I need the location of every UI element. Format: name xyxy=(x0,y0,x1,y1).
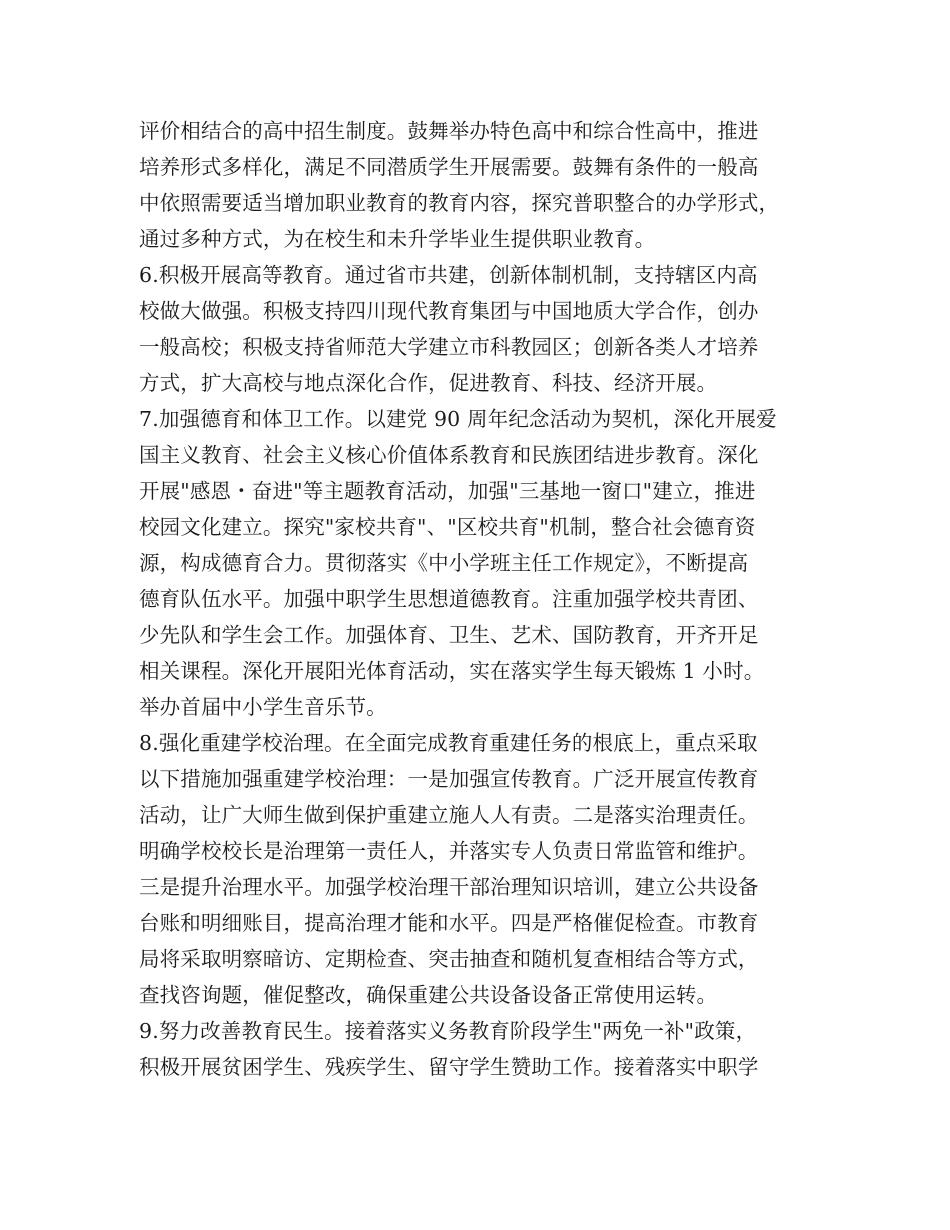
text-line: 源，构成德育合力。贯彻落实《中小学班主任工作规定》，不断提高 xyxy=(139,551,749,575)
text-line: 6.积极开展高等教育。通过省市共建，创新体制机制，支持辖区内高 xyxy=(139,263,758,287)
body-text xyxy=(139,113,829,1085)
text-line: 一般高校；积极支持省师范大学建立市科教园区；创新各类人才培养 xyxy=(139,335,759,359)
text-line: 国主义教育、社会主义核心价值体系教育和民族团结进步教育。深化 xyxy=(139,443,759,467)
text-line: 方式，扩大高校与地点深化合作，促进教育、科技、经济开展。 xyxy=(139,371,718,395)
text-line: 举办首届中小学生音乐节。 xyxy=(139,695,387,719)
text-line: 局将采取明察暗访、定期检查、突击抽查和随机复查相结合等方式， xyxy=(139,947,759,971)
text-line: 德育队伍水平。加强中职学生思想道德教育。注重加强学校共青团、 xyxy=(139,587,759,611)
text-line: 通过多种方式，为在校生和未升学毕业生提供职业教育。 xyxy=(139,227,656,251)
text-line: 校做大做强。积极支持四川现代教育集团与中国地质大学合作，创办 xyxy=(139,299,759,323)
text-line: 活动，让广大师生做到保护重建立施人人有责。二是落实治理责任。 xyxy=(139,803,759,827)
text-line: 少先队和学生会工作。加强体育、卫生、艺术、国防教育，开齐开足 xyxy=(139,623,759,647)
text-line: 积极开展贫困学生、残疾学生、留守学生赞助工作。接着落实中职学 xyxy=(139,1055,759,1079)
text-line: 明确学校校长是治理第一责任人，并落实专人负责日常监管和维护。 xyxy=(139,839,759,863)
text-line: 评价相结合的高中招生制度。鼓舞举办特色高中和综合性高中，推进 xyxy=(139,119,759,143)
text-line: 培养形式多样化，满足不同潜质学生开展需要。鼓舞有条件的一般高 xyxy=(139,155,759,179)
text-line: 中依照需要适当增加职业教育的教育内容，探究普职整合的办学形式， xyxy=(139,191,780,215)
text-line: 7.加强德育和体卫工作。以建党 90 周年纪念活动为契机，深化开展爱 xyxy=(139,407,777,431)
text-line: 校园文化建立。探究"家校共育"、"区校共育"机制，整合社会德育资 xyxy=(139,515,756,539)
text-line: 9.努力改善教育民生。接着落实义务教育阶段学生"两免一补"政策， xyxy=(139,1019,757,1043)
text-line: 以下措施加强重建学校治理：一是加强宣传教育。广泛开展宣传教育 xyxy=(139,767,759,791)
text-line: 8.强化重建学校治理。在全面完成教育重建任务的根底上，重点采取 xyxy=(139,731,758,755)
text-line: 三是提升治理水平。加强学校治理干部治理知识培训，建立公共设备 xyxy=(139,875,759,899)
text-line: 台账和明细账目，提高治理才能和水平。四是严格催促检查。市教育 xyxy=(139,911,759,935)
text-line: 查找咨询题，催促整改，确保重建公共设备设备正常使用运转。 xyxy=(139,983,718,1007)
text-line: 开展"感恩・奋进"等主题教育活动，加强"三基地一窗口"建立，推进 xyxy=(139,479,756,503)
text-line: 相关课程。深化开展阳光体育活动，实在落实学生每天锻炼 1 小时。 xyxy=(139,659,765,683)
